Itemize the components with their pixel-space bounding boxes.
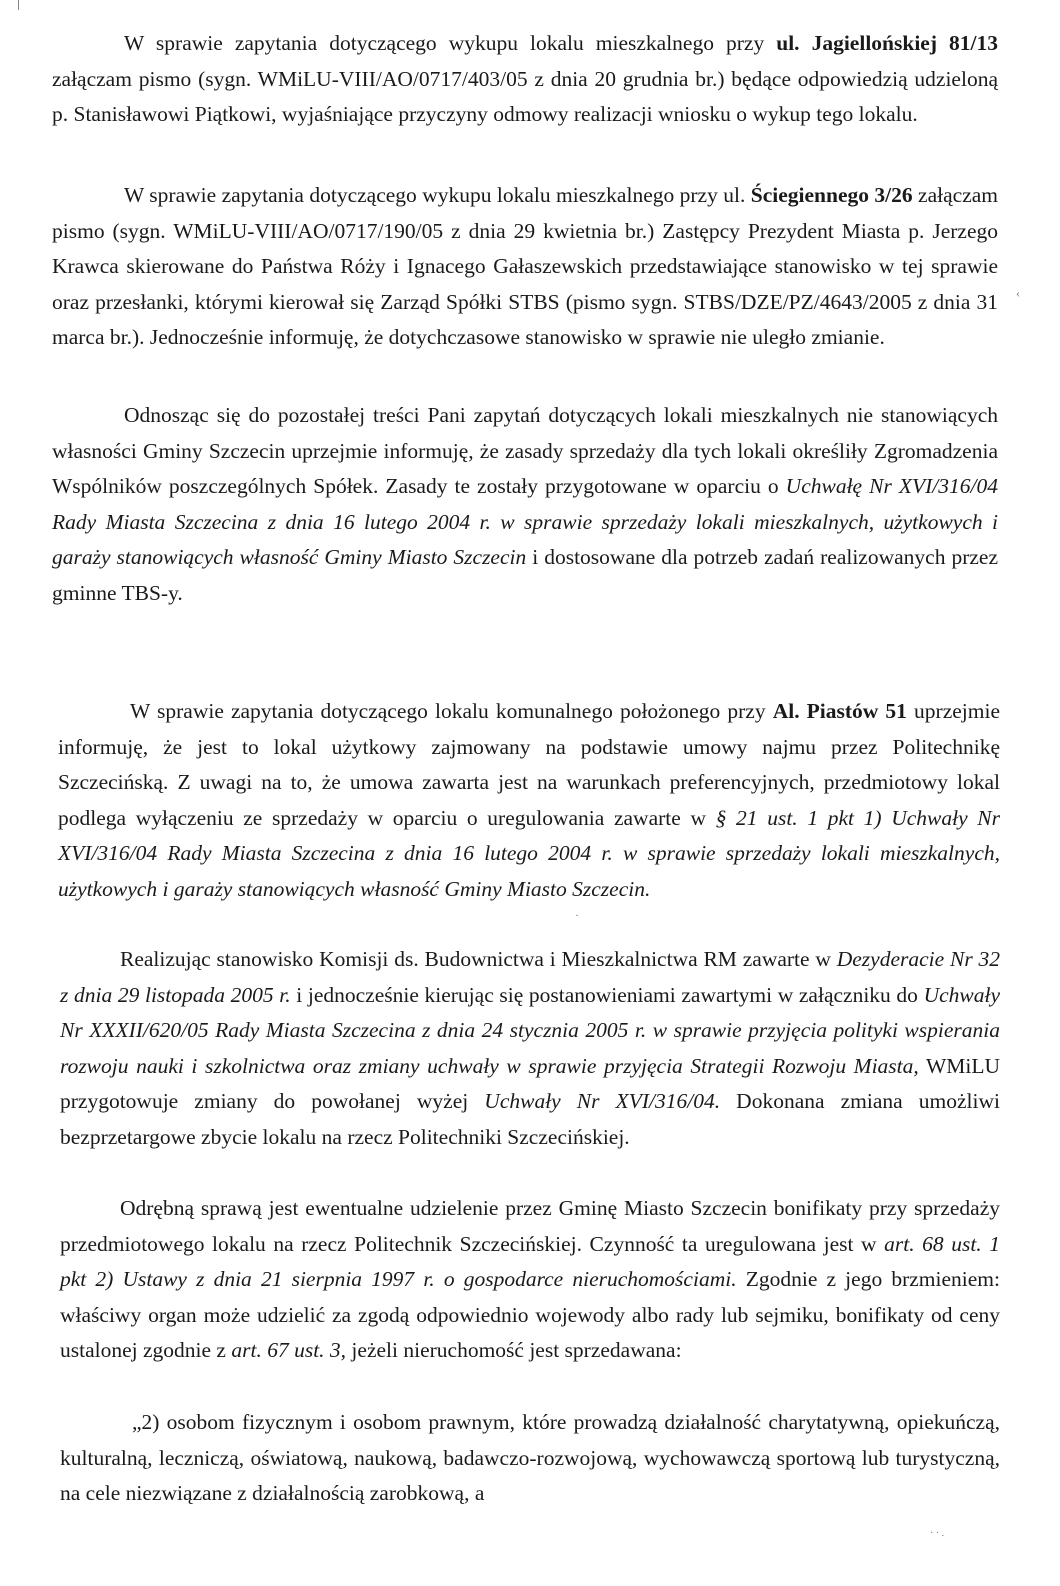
text: Odnosząc się do pozostałej treści Pani zapytań dotyczących lokali mieszkalnych nie stanowiących własności Gminy Szczecin uprzejmie informuję, że zasady sprzedaży dla tych lokali określiły Zgromadzenia Wspólników poszczególnych Spółek. Zasady te zostały przygotowane w oparciu o: [52, 403, 998, 498]
address-bold: Ściegiennego 3/26: [750, 183, 913, 207]
scan-speck: · · .: [930, 1528, 945, 1539]
paragraph-quote: [60, 1405, 1000, 1512]
text: Dokonana zmiana umożliwi bezprzetargowe zbycie lokalu na rzecz Politechniki Szczecińskiej.: [60, 1089, 1000, 1149]
text: W sprawie zapytania dotyczącego wykupu lokalu mieszkalnego przy: [124, 31, 777, 55]
address-bold: ul. Jagiellońskiej 81/13: [776, 31, 999, 55]
scan-speck: ·: [575, 908, 579, 922]
desideratum-italic: Dezyderacie Nr 32 z dnia 29 listopada 2005 r.: [60, 947, 1000, 1007]
text: WMiLU przygotowuje zmiany do powołanej wyżej: [60, 1053, 1000, 1113]
paragraph-piastow: [58, 694, 1000, 907]
paragraph-other-questions: [52, 398, 998, 611]
text: „2) osobom fizycznym i osobom prawnym, które prowadzą działalność charytatywną, opiekuńczą, kulturalną, leczniczą, oświatową, naukową, badawczo-rozwojową, wychowawczą sportową lub turystyczną, na cele niezwiązane z działalnością zarobkową, a: [60, 1410, 1000, 1505]
text: i dostosowane dla potrzeb zadań realizowanych przez gminne TBS-y.: [52, 545, 998, 605]
paragraph-commission: [60, 942, 1000, 1155]
resolution-italic: Uchwały Nr XVI/316/04.: [484, 1089, 721, 1113]
text: i jednocześnie kierując się postanowieniami zawartymi w załączniku do: [290, 982, 924, 1007]
paragraph-jagiellonska: [52, 26, 998, 133]
text: Odrębną sprawą jest ewentualne udzielenie przez Gminę Miasto Szczecin bonifikaty przy sprzedaży przedmiotowego lokalu na rzecz Politechnik Szczecińskiej. Czynność ta uregulowana jest w: [60, 1196, 1000, 1256]
text: załączam pismo (sygn. WMiLU-VIII/AO/0717/190/05 z dnia 29 kwietnia br.) Zastępcy Prezydent Miasta p. Jerzego Krawca skierowane do Państwa Róży i Ignacego Gałaszewskich przedstawiające stanowisko w tej sprawie oraz przesłanki, którymi kierował się Zarząd Spółki STBS (pismo sygn. STBS/DZE/PZ/4643/2005 z dnia 31 marca br.). Jednocześnie informuję, że dotychczasowe stanowisko w sprawie nie uległo zmianie.: [52, 183, 998, 349]
paragraph-sciegiennego: [52, 178, 998, 356]
statute-italic: art. 67 ust. 3,: [231, 1338, 347, 1362]
text: W sprawie zapytania dotyczącego wykupu lokalu mieszkalnego przy ul.: [124, 183, 751, 207]
text: załączam pismo (sygn. WMiLU-VIII/AO/0717/403/05 z dnia 20 grudnia br.) będące odpowiedzią udzieloną p. Stanisławowi Piątkowi, wyjaśniające przyczyny odmowy realizacji wniosku o wykup tego lokalu.: [52, 66, 998, 126]
paragraph-discount: [60, 1191, 1000, 1369]
text: jeżeli nieruchomość jest sprzedawana:: [346, 1338, 682, 1362]
resolution-italic: § 21 ust. 1 pkt 1) Uchwały Nr XVI/316/04 Rady Miasta Szczecina z dnia 16 lutego 2004 r. w sprawie sprzedaży lokali mieszkalnych, użytkowych i garaży stanowiących własność Gminy Miasto Szczecin.: [58, 805, 1000, 901]
scan-mark: [18, 0, 19, 10]
text: uprzejmie informuję, że jest to lokal użytkowy zajmowany na podstawie umowy najmu przez Politechnikę Szczecińską. Z uwagi na to, że umowa zawarta jest na warunkach preferencyjnych, przedmiotowy lokal podlega wyłączeniu ze sprzedaży w oparciu o uregulowania zawarte w: [58, 699, 1000, 830]
text: Realizując stanowisko Komisji ds. Budownictwa i Mieszkalnictwa RM zawarte w: [120, 947, 837, 971]
scan-speck: ‹: [1016, 286, 1020, 300]
resolution-italic: Uchwałę Nr XVI/316/04 Rady Miasta Szczecina z dnia 16 lutego 2004 r. w sprawie sprzedaży lokali mieszkalnych, użytkowych i garaży stanowiących własność Gminy Miasto Szczecin: [52, 474, 998, 569]
address-bold: Al. Piastów 51: [772, 699, 907, 723]
resolution-italic: Uchwały Nr XXXII/620/05 Rady Miasta Szczecina z dnia 24 stycznia 2005 r. w sprawie przyjęcia polityki wspierania rozwoju nauki i szkolnictwa oraz zmiany uchwały w sprawie przyjęcia Strategii Rozwoju Miasta,: [60, 982, 1000, 1078]
text: Zgodnie z jego brzmieniem: właściwy organ może udzielić za zgodą odpowiednio wojewody albo rady lub sejmiku, bonifikaty od ceny ustalonej zgodnie z: [60, 1267, 1000, 1362]
statute-italic: art. 68 ust. 1 pkt 2) Ustawy z dnia 21 sierpnia 1997 r. o gospodarce nieruchomościami.: [60, 1231, 1001, 1291]
text: W sprawie zapytania dotyczącego lokalu komunalnego położonego przy: [130, 699, 773, 723]
